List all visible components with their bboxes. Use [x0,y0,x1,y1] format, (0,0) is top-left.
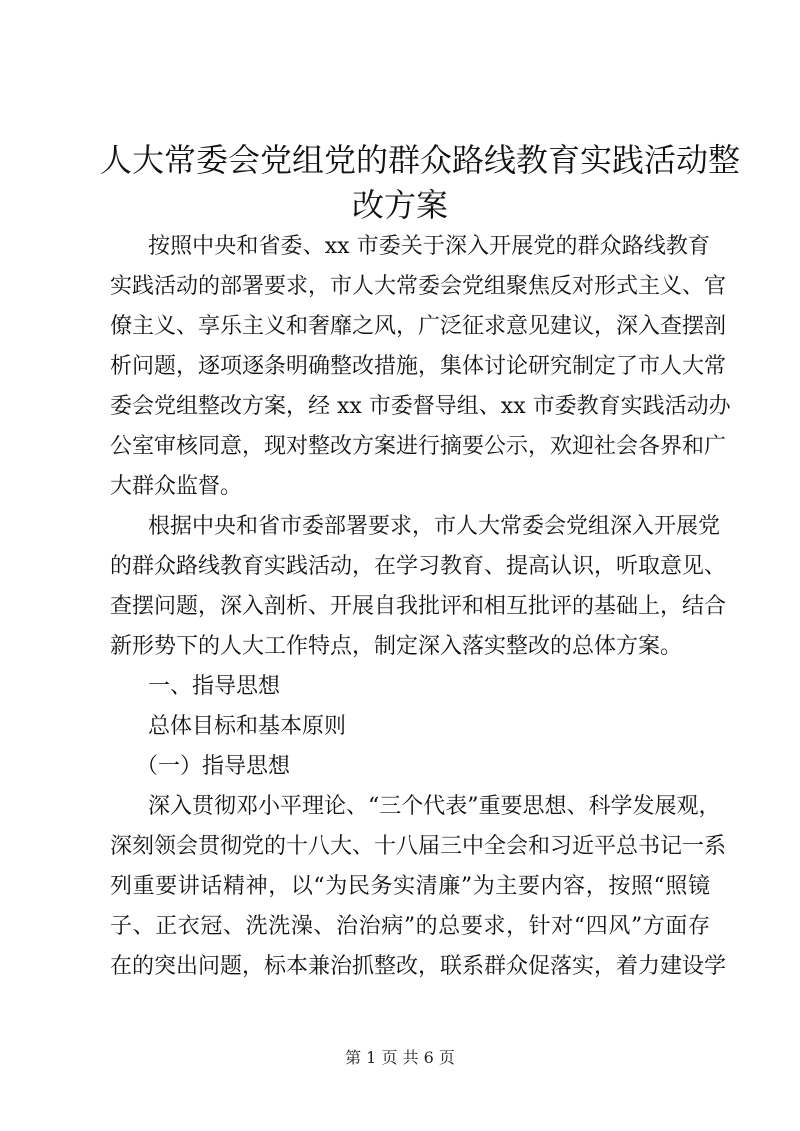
paragraph-1-line: 公室审核同意，现对整改方案进行摘要公示，欢迎社会各界和广 [110,434,727,459]
paragraph-1-line: 实践活动的部署要求，市人大常委会党组聚焦反对形式主义、官 [110,274,727,299]
paragraph-3-line: 深入贯彻邓小平理论、“三个代表”重要思想、科学发展观， [148,794,721,819]
paragraph-3-line: 子、正衣冠、洗洗澡、治治病”的总要求，针对“四风”方面存 [110,914,710,939]
section-heading: 一、指导思想 [148,674,281,699]
document-title-line-1: 人大常委会党组党的群众路线教育实践活动整 [100,141,741,179]
paragraph-3-line: 列重要讲话精神，以“为民务实清廉”为主要内容，按照“照镜 [110,874,710,899]
paragraph-1-line: 按照中央和省委、xx 市委关于深入开展党的群众路线教育 [148,234,710,259]
section-heading: 总体目标和基本原则 [148,714,347,739]
paragraph-1-line: 委会党组整改方案，经 xx 市委督导组、xx 市委教育实践活动办 [110,394,731,419]
paragraph-1-line: 析问题，逐项逐条明确整改措施，集体讨论研究制定了市人大常 [110,354,727,379]
paragraph-2-line: 根据中央和省市委部署要求，市人大常委会党组深入开展党 [148,514,721,539]
page-number-footer: 第 1 页 共 6 页 [345,1048,455,1067]
paragraph-1-line: 大群众监督。 [110,474,243,499]
paragraph-2-line: 的群众路线教育实践活动，在学习教育、提高认识，听取意见、 [110,554,727,579]
paragraph-3-line: 在的突出问题，标本兼治抓整改，联系群众促落实，着力建设学 [110,954,727,979]
paragraph-2-line: 查摆问题，深入剖析、开展自我批评和相互批评的基础上，结合 [110,594,727,619]
document-title-line-2: 改方案 [351,186,448,224]
subsection-heading: （一）指导思想 [136,754,291,779]
paragraph-3-line: 深刻领会贯彻党的十八大、十八届三中全会和习近平总书记一系 [110,834,727,859]
paragraph-2-line: 新形势下的人大工作特点，制定深入落实整改的总体方案。 [110,634,683,659]
paragraph-1-line: 僚主义、享乐主义和奢靡之风，广泛征求意见建议，深入查摆剖 [110,314,727,339]
